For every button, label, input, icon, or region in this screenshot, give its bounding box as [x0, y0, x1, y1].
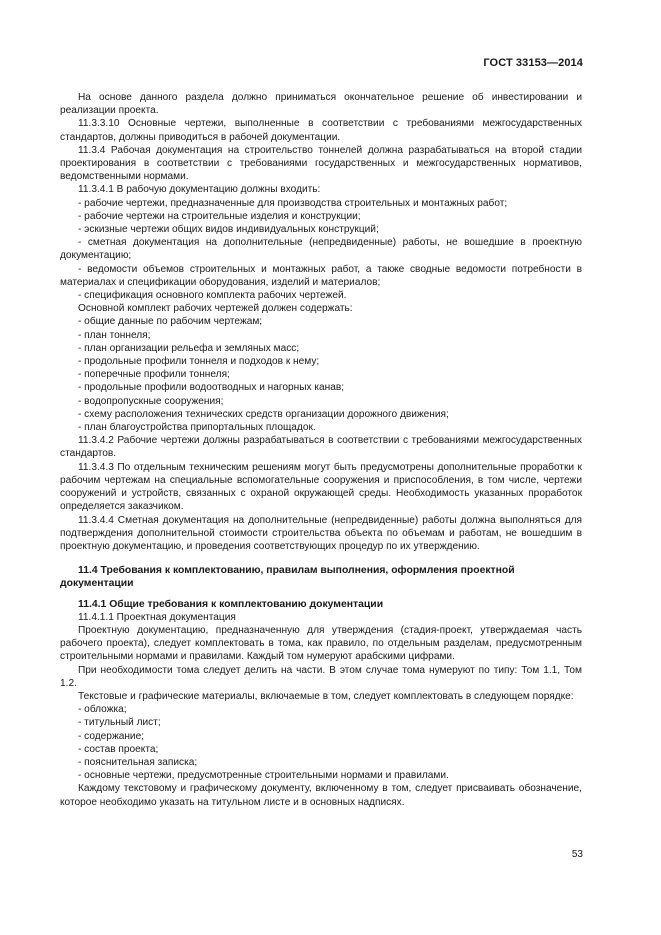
list-item: - обложка;: [78, 704, 127, 716]
list-item: - схему расположения технических средств организации дорожного движения;: [78, 408, 449, 420]
list-item: - рабочие чертежи на строительные изделия и конструкции;: [78, 210, 361, 222]
paragraph: 11.3.4 Рабочая документация на строительство тоннелей должна разрабатываться на второй стадии проектирования в соответствии с требованиями государственных и межгосударственных нормативов, ведомственными нормами.: [60, 144, 582, 183]
list-item: - спецификация основного комплекта рабочих чертежей.: [78, 290, 347, 302]
list-item: - пояснительная записка;: [78, 756, 198, 768]
list-item: - сметная документация на дополнительные (непредвиденные) работы, не вошедшие в проектную документацию;: [60, 237, 582, 262]
subsection-heading: 11.4.1 Общие требования к комплектованию документации: [78, 598, 384, 610]
paragraph: При необходимости тома следует делить на части. В этом случае тома нумеруют по типу: Том 1.1, Том 1.2.: [60, 664, 582, 689]
paragraph: 11.3.4.4 Сметная документация на дополнительные (непредвиденные) работы должна выполняться для подтверждения дополнительной стоимости строительства объекта по объемам и работам, не вошедшим в проектную документацию, и проведения соответствующих процедур по их утверждению.: [60, 514, 582, 552]
document-body: [60, 91, 582, 809]
list-item: - поперечные профили тоннеля;: [78, 369, 230, 381]
list-item: - продольные профили тоннеля и подходов к нему;: [78, 356, 320, 368]
list-item: - продольные профили водоотводных и нагорных канав;: [78, 382, 345, 394]
list-item: - план тоннеля;: [78, 329, 151, 341]
paragraph: Основной комплект рабочих чертежей должен содержать:: [78, 303, 353, 315]
list-item: - состав проекта;: [78, 743, 159, 755]
list-item: - водопропускные сооружения;: [78, 395, 224, 407]
paragraph: На основе данного раздела должно приниматься окончательное решение об инвестировании и реализации проекта.: [60, 92, 582, 117]
list-item: - содержание;: [78, 730, 145, 742]
paragraph: Текстовые и графические материалы, включаемые в том, следует комплектовать в следующем порядке:: [78, 690, 574, 702]
list-item: - общие данные по рабочим чертежам;: [78, 316, 263, 328]
paragraph: 11.3.4.3 По отдельным техническим решениям могут быть предусмотрены дополнительные проработки к рабочим чертежам на специальные вспомогательные сооружения и приспособления, в том числе, чертежи сооружений и устройств, связанных с охраной окружающей среды. Необходимость указанных проработок определяется заказчиком.: [60, 461, 582, 513]
list-item: - эскизные чертежи общих видов индивидуальных конструкций;: [78, 224, 379, 236]
list-item: - титульный лист;: [78, 717, 161, 729]
list-item: - план благоустройства припортальных площадок.: [78, 422, 316, 434]
paragraph: Каждому текстовому и графическому документу, включенному в том, следует присваивать обозначение, которое необходимо указать на титульном листе и в основных надписях.: [60, 783, 582, 808]
section-heading: 11.4 Требования к комплектованию, правилам выполнения, оформления проектной документации: [60, 565, 515, 590]
paragraph: Проектную документацию, предназначенную для утверждения (стадия-проект, утверждаемая часть рабочего проекта), следует комплектовать в тома, как правило, по отдельным разделам, предусмотренным строительными нормами и правилами. Каждый том нумеруют арабскими цифрами.: [60, 624, 582, 663]
page-number: 53: [571, 849, 583, 860]
list-item: - рабочие чертежи, предназначенные для производства строительных и монтажных работ;: [78, 197, 508, 209]
paragraph: 11.3.4.1 В рабочую документацию должны входить:: [78, 184, 321, 196]
document-id-header: ГОСТ 33153—2014: [483, 57, 583, 69]
list-item: - ведомости объемов строительных и монтажных работ, а также сводные ведомости потребности в материалах и спецификации оборудования, изделий и материалов;: [60, 263, 582, 288]
list-item: - основные чертежи, предусмотренные строительными нормами и правилами.: [78, 770, 449, 782]
paragraph: 11.3.3.10 Основные чертежи, выполненные в соответствии с требованиями межгосударственных стандартов, должны приводиться в рабочей документации.: [60, 118, 582, 143]
list-item: - план организации рельефа и земляных масс;: [78, 342, 300, 354]
paragraph: 11.4.1.1 Проектная документация: [78, 611, 236, 623]
paragraph: 11.3.4.2 Рабочие чертежи должны разрабатываться в соответствии с требованиями межгосударственных стандартов.: [60, 435, 582, 460]
